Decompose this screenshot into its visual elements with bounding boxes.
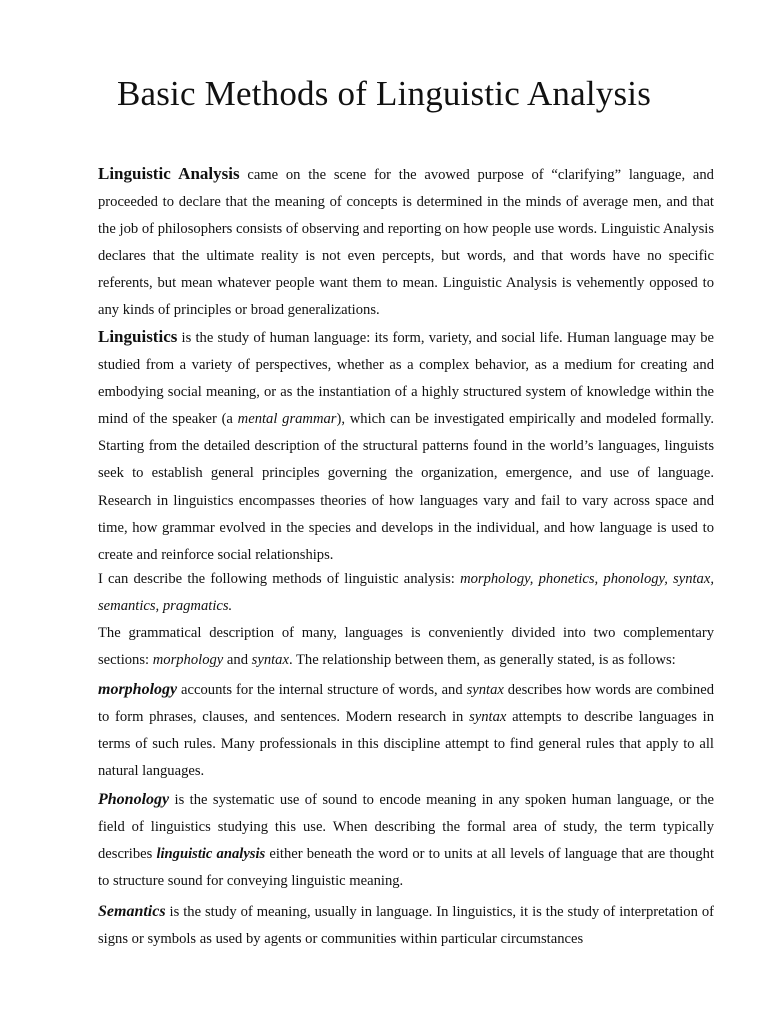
paragraph-text: either beneath the word or to units at all levels of language that are thought to structure sound for conveying linguistic meaning. [98, 846, 714, 890]
term-phonology: Phonology [98, 791, 170, 808]
methods-list: morphology, phonetics, phonology, syntax, semantics, pragmatics. [98, 571, 714, 615]
paragraph-linguistics [98, 323, 714, 569]
paragraph-text: is the study of meaning, usually in language. In linguistics, it is the study of interpretation of signs or symbols as used by agents or communities within particular circumstances [98, 904, 714, 948]
paragraph-text: accounts for the internal structure of words, and [177, 682, 467, 698]
paragraph-text: The grammatical description of many, languages is conveniently divided into two complementary sections: [98, 625, 714, 669]
paragraph-text: is the study of human language: its form, variety, and social life. Human language may be studied from a variety of perspectives, whether as a complex behavior, as a medium for creating and embodying social meaning, or as the instantiation of a highly structured system of knowledge within the mind of the speaker (a [98, 330, 714, 428]
paragraph-text: . The relationship between them, as generally stated, is as follows: [288, 652, 676, 669]
paragraph-morphology [98, 676, 714, 785]
paragraph-semantics [98, 898, 714, 953]
page-title: Basic Methods of Linguistic Analysis [116, 74, 652, 113]
paragraph-linguistic-analysis [98, 160, 714, 325]
emphasis-syntax: syntax [466, 682, 504, 698]
paragraph-methods-list [98, 566, 714, 620]
paragraph-text: ), which can be investigated empirically and modeled formally. Starting from the detailed description of the structural patterns found in the world’s languages, linguists seek to establish general principles governing the organization, emergence, and use of language. Research in linguistics encompasses theories of how languages vary and fail to vary across space and time, how grammar evolved in the species and develops in the individual, and how language is used to create and reinforce social relationships. [98, 411, 714, 563]
paragraph-text: came on the scene for the avowed purpose of “clarifying” language, and proceeded to declare that the meaning of concepts is determined in the minds of average men, and that the job of philosophers consists of observing and reporting on how people use words. Linguistic Analysis declares that the ultimate reality is not even percepts, but words, and that words have no specific referents, but mean whatever people want them to mean. Linguistic Analysis is vehemently opposed to any kinds of principles or broad generalizations. [98, 167, 714, 319]
paragraph-phonology [98, 786, 714, 895]
paragraph-text: describes how words are combined to form phrases, clauses, and sentences. Modern research in [98, 682, 714, 726]
emphasis-syntax: syntax [469, 709, 507, 726]
term-morphology: morphology [98, 681, 178, 698]
paragraph-text: I can describe the following methods of linguistic analysis: [98, 571, 461, 587]
emphasis-morphology: morphology [152, 652, 224, 669]
emphasis-linguistic-analysis: linguistic analysis [156, 846, 266, 863]
emphasis-mental-grammar: mental grammar [237, 411, 337, 428]
paragraph-text: is the systematic use of sound to encode meaning in any spoken human language, or the field of linguistics studying this use. When describing the formal area of study, the term typically describes [98, 792, 714, 863]
term-linguistics: Linguistics [98, 327, 178, 346]
term-semantics: Semantics [98, 903, 166, 920]
paragraph-text: and [223, 652, 252, 669]
paragraph-text: attempts to describe languages in terms of such rules. Many professionals in this discipline attempt to find general rules that apply to all natural languages. [98, 709, 714, 780]
term-linguistic-analysis: Linguistic Analysis [98, 164, 240, 183]
emphasis-syntax: syntax [251, 652, 289, 669]
paragraph-grammatical-description [98, 620, 714, 674]
